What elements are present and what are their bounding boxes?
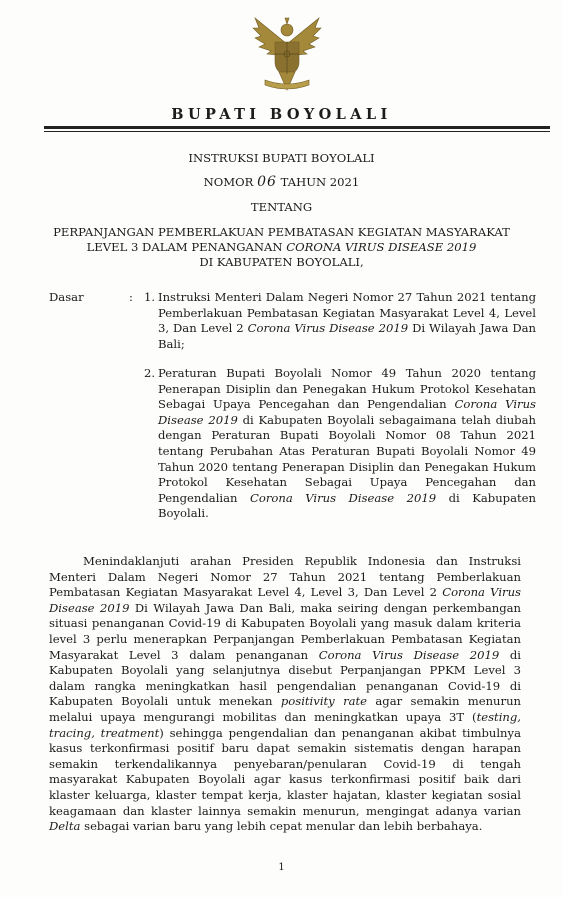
dasar-label: Dasar: [49, 290, 84, 304]
tahun-label: TAHUN 2021: [280, 175, 360, 189]
header-rule-thin: [44, 131, 550, 132]
nomor-label: NOMOR: [203, 175, 254, 189]
subject-line-3: DI KABUPATEN BOYOLALI,: [199, 255, 364, 269]
body-paragraph: Menindaklanjuti arahan Presiden Republik Indonesia dan Instruksi Menteri Dalam Negeri Nomor 27 Tahun 2021 tentang Pemberlakuan Pembatasan Kegiatan Masyarakat Level 4, Level 3, Dan Level 2 Corona Virus Disease 2019 Di Wilayah Jawa Dan Bali, maka seiring dengan perkembangan situasi penanganan Covid-19 di Kabupaten Boyolali yang masuk dalam kriteria level 3 perlu menerapkan Perpanjangan Pemberlakuan Pembatasan Kegiatan Masyarakat Level 3 dalam penanganan Corona Virus Disease 2019 di Kabupaten Boyolali yang selanjutnya disebut Perpanjangan PPKM Level 3 dalam rangka meningkatkan hasil pengendalian penanganan Covid-19 di Kabupaten Boyolali untuk menekan positivity rate agar semakin menurun melalui upaya mengurangi mobilitas dan meningkatkan upaya 3T (testing, tracing, treatment) sehingga pengendalian dan penanganan akibat timbulnya kasus terkonfirmasi positif baru dapat semakin sistematis dengan harapan semakin terkendalikannya penyebaran/penularan Covid-19 di tengah masyarakat Kabupaten Boyolali agar kasus terkonfirmasi positif baik dari klaster keluarga, klaster tempat kerja, klaster hajatan, klaster kegiatan sosial keagamaan dan klaster lainnya semakin menurun, mengingat adanya varian Delta sebagai varian baru yang lebih cepat menular dan lebih berbahaya.: [49, 554, 522, 834]
dasar-item-number: 2.: [144, 366, 156, 380]
dasar-item-text: Peraturan Bupati Boyolali Nomor 49 Tahun 2020 tentang Penerapan Disiplin dan Penegakan Hukum Protokol Kesehatan Sebagai Upaya Pencegahan dan Pengendalian Corona Virus Disease 2019 di Kabupaten Boyolali sebagaimana telah diubah dengan Peraturan Bupati Boyolali Nomor 08 Tahun 2021 tentang Perubahan Atas Peraturan Bupati Boyolali Nomor 49 Tahun 2020 tentang Penerapan Disiplin dan Penegakan Hukum Protokol Kesehatan Sebagai Upaya Pencegahan dan Pengendalian Corona Virus Disease 2019 di Kabupaten Boyolali.: [158, 366, 536, 521]
document-number: [0, 175, 563, 190]
page-header-title: BUPATI BOYOLALI: [171, 106, 392, 123]
header-rule-thick: [44, 126, 550, 129]
subject-line-2: LEVEL 3 DALAM PENANGANAN CORONA VIRUS DISEASE 2019: [86, 240, 477, 254]
dasar-item-number: 1.: [144, 290, 156, 304]
document-type: INSTRUKSI BUPATI BOYOLALI: [188, 151, 375, 165]
subject-line-1: PERPANJANGAN PEMBERLAKUAN PEMBATASAN KEGIATAN MASYARAKAT: [53, 225, 510, 239]
garuda-emblem-icon: [249, 14, 325, 94]
tentang-label: TENTANG: [250, 200, 313, 214]
document-subject: [0, 225, 563, 270]
nomor-value: 06: [257, 174, 277, 190]
dasar-item-text: Instruksi Menteri Dalam Negeri Nomor 27 Tahun 2021 tentang Pemberlakuan Pembatasan Kegiatan Masyarakat Level 4, Level 3, Dan Level 2 Corona Virus Disease 2019 Di Wilayah Jawa Dan Bali;: [158, 290, 536, 351]
dasar-colon: :: [129, 290, 133, 304]
page-number: 1: [278, 862, 285, 873]
